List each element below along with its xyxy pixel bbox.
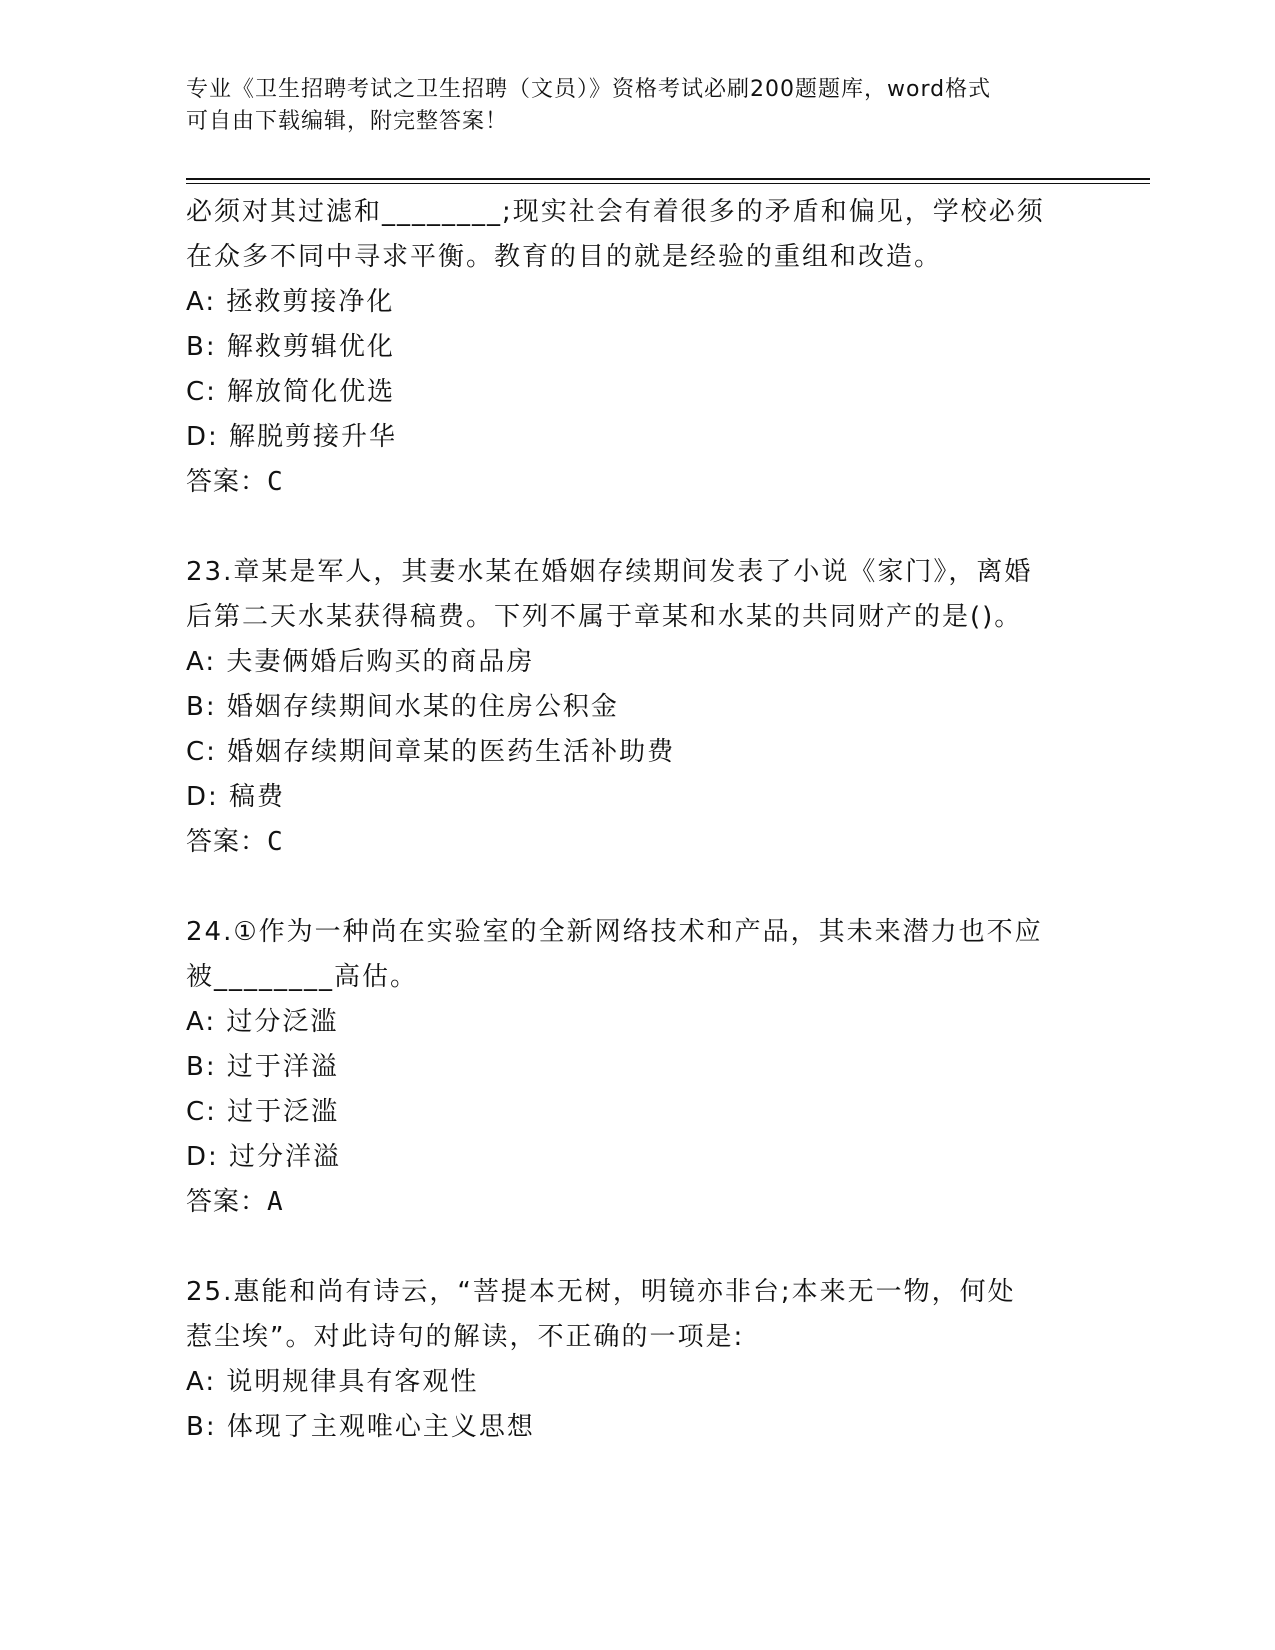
answer-label: 答案： (186, 467, 268, 497)
question-stem: 后第二天水某获得稿费。下列不属于章某和水某的共同财产的是()。 (186, 602, 1023, 632)
question-list (186, 190, 1086, 1450)
document-header (186, 74, 1086, 138)
answer-label: 答案： (186, 827, 268, 857)
question-23 (186, 550, 1086, 865)
answer-value: C (267, 827, 284, 857)
question-22 (186, 190, 1086, 505)
question-stem: 被________高估。 (186, 962, 419, 992)
question-stem: 惹尘埃”。对此诗句的解读，不正确的一项是: (186, 1322, 745, 1352)
option-d: D: 过分洋溢 (186, 1142, 342, 1172)
option-a: A: 夫妻俩婚后购买的商品房 (186, 647, 535, 677)
header-line-1: 专业《卫生招聘考试之卫生招聘（文员）》资格考试必刷200题题库，word格式 (186, 77, 992, 102)
answer-label: 答案： (186, 1187, 268, 1217)
option-c: C: 解放简化优选 (186, 377, 396, 407)
header-line-2: 可自由下载编辑，附完整答案！ (186, 109, 509, 134)
question-stem: 23.章某是军人，其妻水某在婚姻存续期间发表了小说《家门》，离婚 (186, 557, 1033, 587)
answer-line (186, 460, 1086, 505)
option-a: A: 拯救剪接净化 (186, 287, 395, 317)
option-d: D: 稿费 (186, 782, 286, 812)
question-25 (186, 1270, 1086, 1450)
option-c: C: 婚姻存续期间章某的医药生活补助费 (186, 737, 676, 767)
question-stem: 在众多不同中寻求平衡。教育的目的就是经验的重组和改造。 (186, 242, 943, 272)
option-b: B: 过于洋溢 (186, 1052, 339, 1082)
question-stem: 25.惠能和尚有诗云，“菩提本无树，明镜亦非台;本来无一物，何处 (186, 1277, 1016, 1307)
option-d: D: 解脱剪接升华 (186, 422, 398, 452)
option-b: B: 解救剪辑优化 (186, 332, 395, 362)
header-divider-thin (186, 183, 1150, 184)
option-c: C: 过于泛滥 (186, 1097, 340, 1127)
answer-line (186, 1180, 1086, 1225)
answer-value: A (267, 1187, 284, 1217)
answer-line (186, 820, 1086, 865)
option-b: B: 婚姻存续期间水某的住房公积金 (186, 692, 619, 722)
option-a: A: 说明规律具有客观性 (186, 1367, 479, 1397)
question-24 (186, 910, 1086, 1225)
answer-value: C (267, 467, 284, 497)
header-divider-thick (186, 178, 1150, 180)
option-a: A: 过分泛滥 (186, 1007, 339, 1037)
option-b: B: 体现了主观唯心主义思想 (186, 1412, 535, 1442)
question-stem: 必须对其过滤和________;现实社会有着很多的矛盾和偏见，学校必须 (186, 197, 1045, 227)
question-stem: 24.①作为一种尚在实验室的全新网络技术和产品，其未来潜力也不应 (186, 917, 1043, 947)
